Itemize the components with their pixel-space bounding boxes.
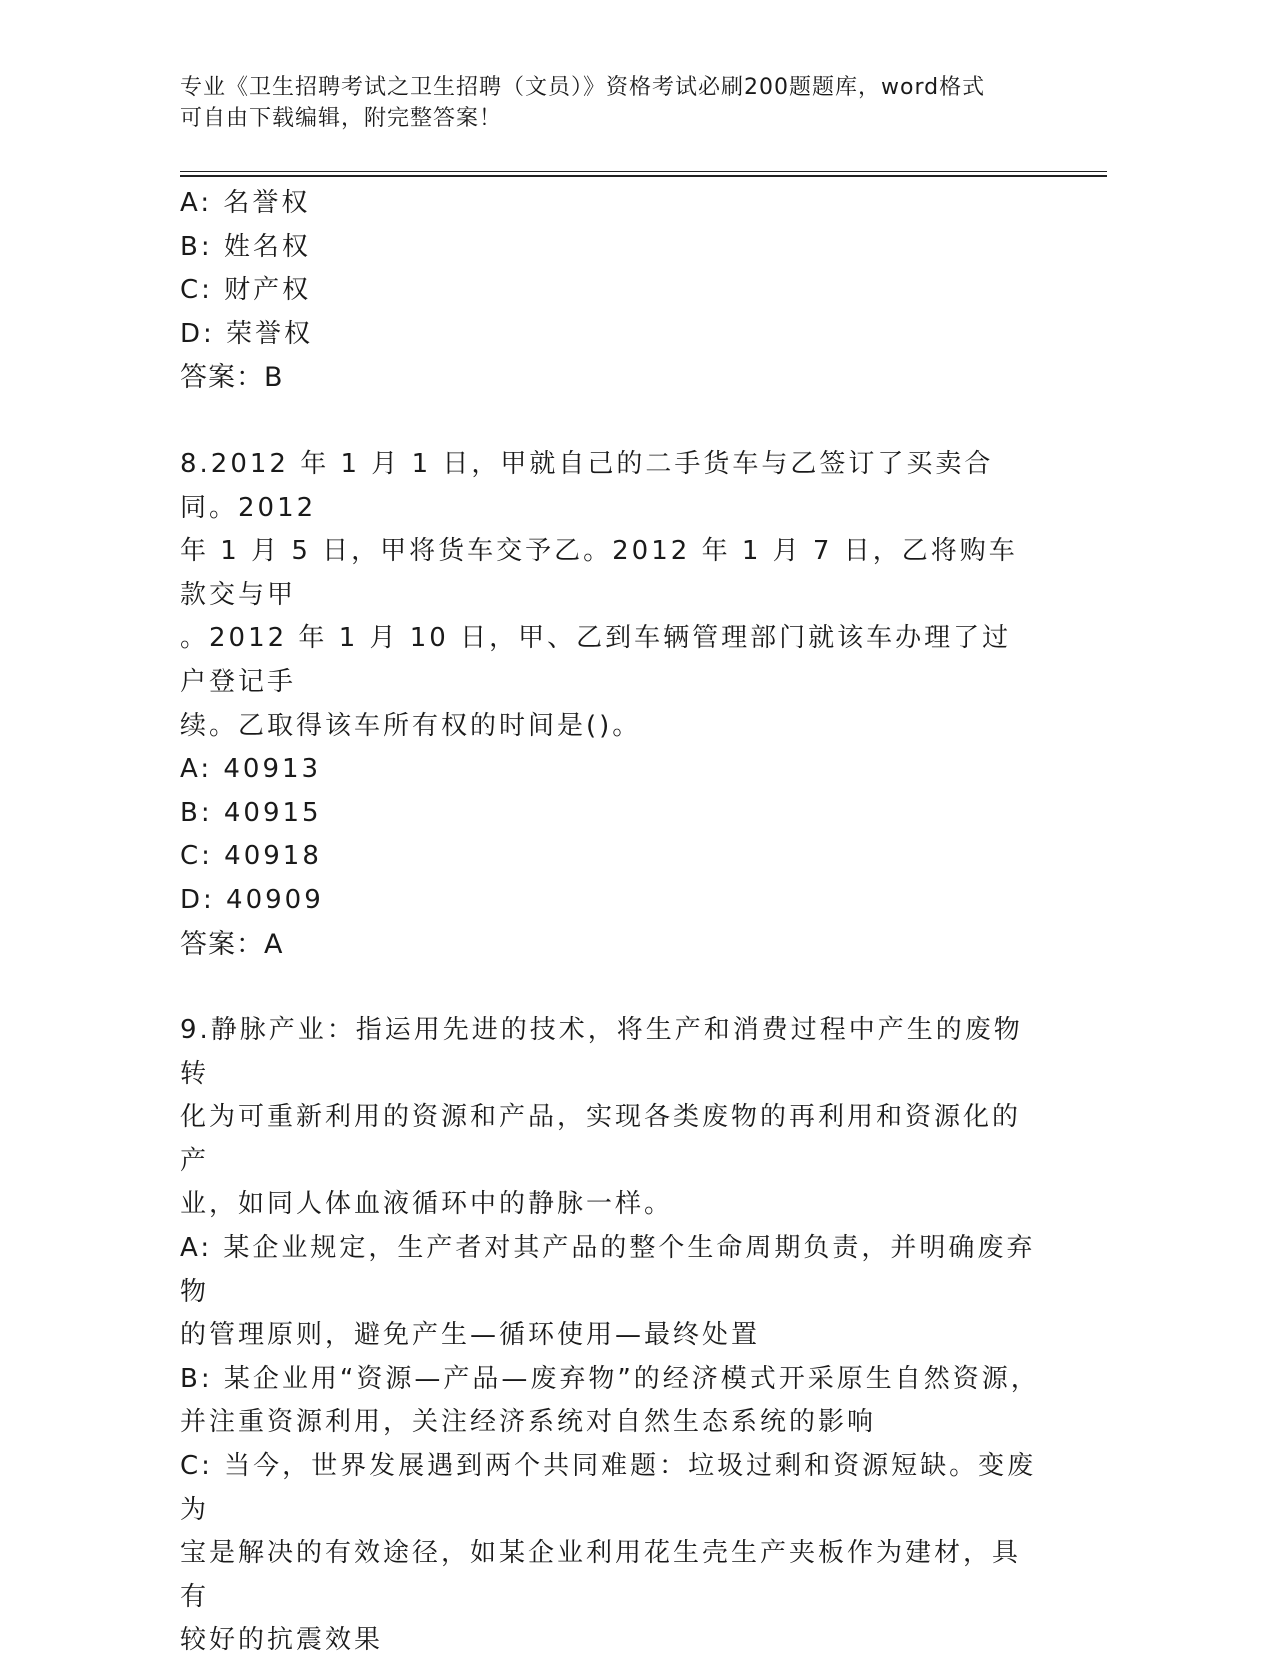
option-c [180, 1445, 1040, 1663]
question-9-stem [180, 1009, 1040, 1227]
option-line: 的管理原则，避免产生—循环使用—最终处置 [180, 1320, 761, 1351]
option-d: D: 荣誉权 [180, 318, 314, 349]
question-9-line: 业，如同人体血液循环中的静脉一样。 [180, 1189, 674, 1220]
option-a: A: 名誉权 [180, 188, 311, 218]
question-9-line: 化为可重新利用的资源和产品，实现各类废物的再利用和资源化的产 [180, 1102, 1022, 1176]
header-line-2: 可自由下载编辑，附完整答案！ [180, 106, 503, 131]
question-9-line: 9.静脉产业：指运用先进的技术，将生产和消费过程中产生的废物转 [180, 1015, 1023, 1089]
option-a: A: 40913 [180, 754, 322, 785]
option-line: B: 某企业用“资源—产品—废弃物”的经济模式开采原生自然资源， [180, 1363, 1040, 1394]
option-d: D: 40909 [180, 884, 324, 915]
question-8-line: 续。乙取得该车所有权的时间是()。 [180, 710, 642, 741]
option-line: A: 某企业规定，生产者对其产品的整个生命周期负责，并明确废弃物 [180, 1233, 1036, 1307]
answer: 答案：B [180, 362, 284, 394]
option-c: C: 财产权 [180, 275, 312, 306]
option-line: 较好的抗震效果 [180, 1625, 384, 1656]
question-8-line: 8.2012 年 1 月 1 日，甲就自己的二手货车与乙签订了买卖合同。2012 [180, 448, 994, 523]
question-9-block [180, 1009, 1040, 1663]
option-c: C: 40918 [180, 841, 322, 872]
option-b [180, 1358, 1040, 1445]
question-8-block [180, 443, 1040, 966]
option-a [180, 1227, 1040, 1358]
question-8-line: 年 1 月 5 日，甲将货车交予乙。2012 年 1 月 7 日，乙将购车款交与甲 [180, 536, 1018, 610]
question-8-line: 。2012 年 1 月 10 日，甲、乙到车辆管理部门就该车办理了过户登记手 [180, 623, 1012, 697]
option-line: C: 当今，世界发展遇到两个共同难题：垃圾过剩和资源短缺。变废为 [180, 1451, 1037, 1525]
header-line-1: 专业《卫生招聘考试之卫生招聘（文员）》资格考试必刷200题题库，word格式 [180, 75, 986, 100]
option-line: 并注重资源利用，关注经济系统对自然生态系统的影响 [180, 1407, 877, 1438]
answer: 答案：A [180, 928, 284, 960]
option-b: B: 姓名权 [180, 231, 311, 262]
prev-question-block [180, 182, 1040, 400]
header-rule-thick [180, 175, 1107, 177]
question-8-stem [180, 443, 1040, 748]
option-b: B: 40915 [180, 797, 322, 828]
header-rule-thin [180, 171, 1107, 172]
document-header [180, 72, 1040, 134]
option-line: 宝是解决的有效途径，如某企业利用花生壳生产夹板作为建材，具有 [180, 1538, 1022, 1612]
document-body [180, 182, 1040, 1663]
